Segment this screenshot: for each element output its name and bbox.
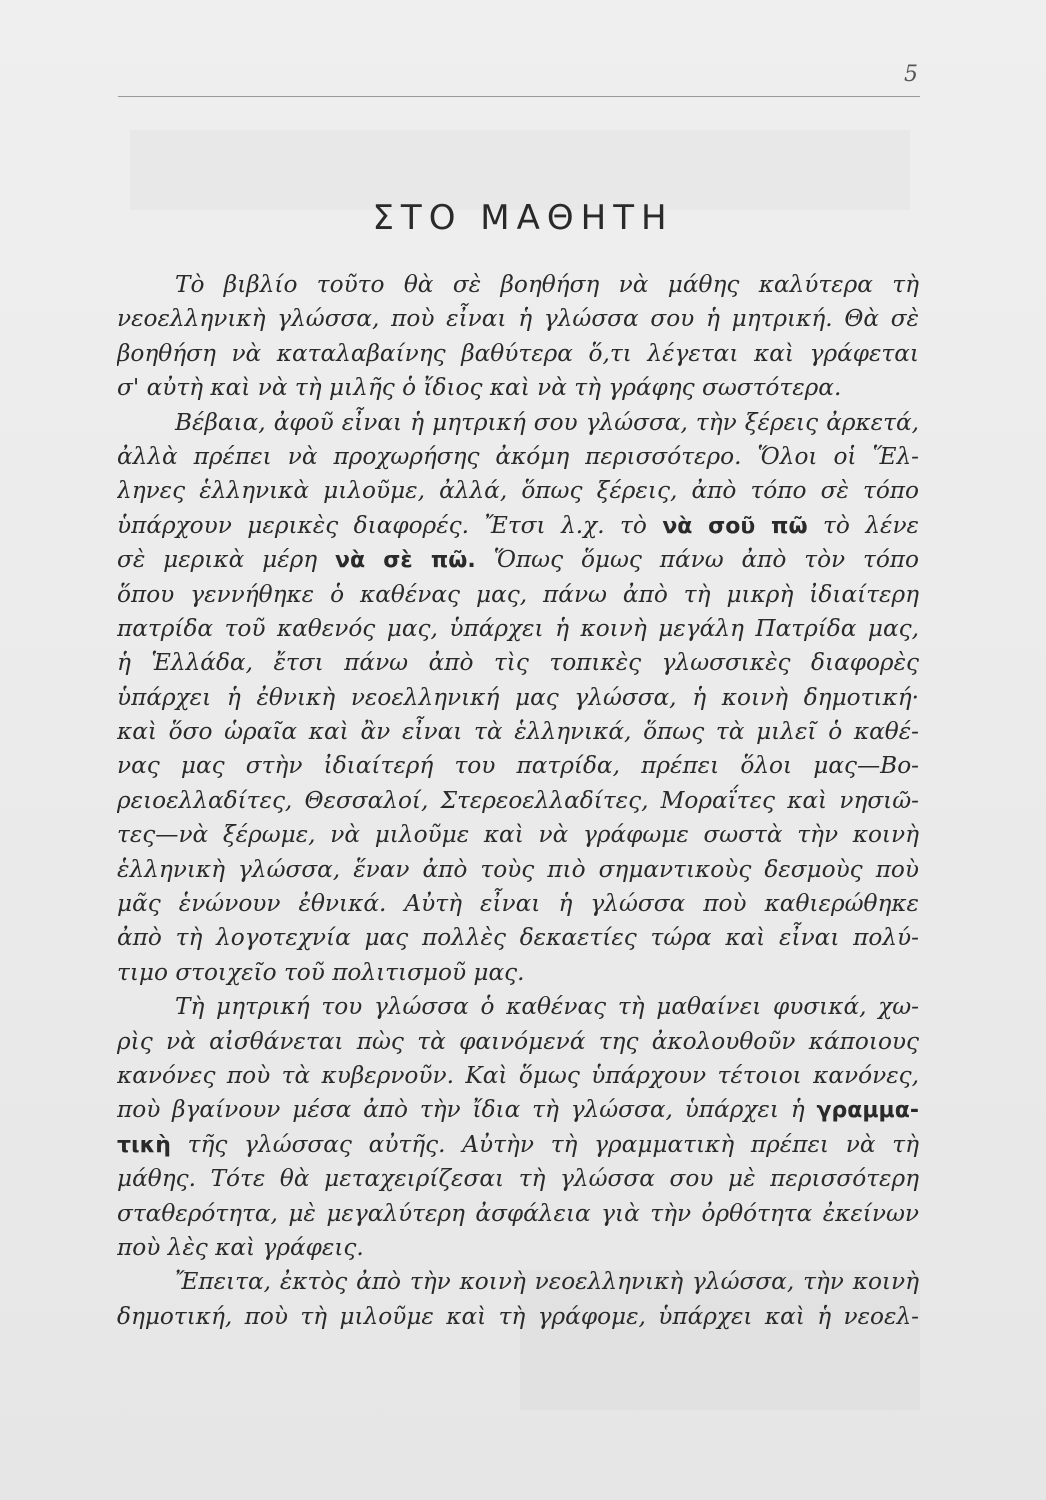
page-title: ΣΤΟ ΜΑΘΗΤΗ bbox=[372, 198, 674, 238]
text-line: νας μας στὴν ἰδιαίτερή του πατρίδα, πρέπει ὅλοι μας—Βο- bbox=[117, 752, 919, 780]
text-line: μᾶς ἑνώνουν ἐθνικά. Αὐτὴ εἶναι ἡ γλώσσα ποὺ καθιερώθηκε bbox=[117, 890, 919, 918]
text-line: ποὺ λὲς καὶ γράφεις. bbox=[117, 1233, 364, 1261]
text-line: πατρίδα τοῦ καθενός μας, ὑπάρχει ἡ κοινὴ μεγάλη Πατρίδα μας, bbox=[117, 614, 919, 642]
text-line: ἑλληνικὴ γλώσσα, ἕναν ἀπὸ τοὺς πιὸ σημαντικοὺς δεσμοὺς ποὺ bbox=[117, 855, 919, 883]
text-line: καὶ ὅσο ὡραῖα καὶ ἂν εἶναι τὰ ἑλληνικά, ὅπως τὰ μιλεῖ ὁ καθέ- bbox=[117, 718, 919, 746]
text-line bbox=[117, 543, 919, 577]
text-line: σταθερότητα, μὲ μεγαλύτερη ἀσφάλεια γιὰ τὴν ὀρθότητα ἐκείνων bbox=[117, 1199, 919, 1227]
emphasized-example: νὰ σὲ πῶ. bbox=[335, 548, 476, 574]
body-text bbox=[117, 268, 919, 1334]
text-line: ρὶς νὰ αἰσθάνεται πὼς τὰ φαινόμενά της ἀκολουθοῦν κάποιους bbox=[117, 1027, 919, 1055]
text-line: κανόνες ποὺ τὰ κυβερνοῦν. Καὶ ὅμως ὑπάρχουν τέτοιοι κανόνες, bbox=[117, 1061, 919, 1089]
text-line: ρειοελλαδίτες, Θεσσαλοί, Στερεοελλαδίτες, Μοραΐτες καὶ νησιῶ- bbox=[117, 786, 919, 814]
emphasized-example: γραμμα- bbox=[816, 1098, 919, 1124]
text-segment: Ὅπως ὅμως πάνω ἀπὸ τὸν τόπο bbox=[475, 546, 919, 574]
text-segment: τὸ λένε bbox=[807, 511, 919, 539]
text-line bbox=[117, 1093, 919, 1127]
text-line: ἀπὸ τὴ λογοτεχνία μας πολλὲς δεκαετίες τώρα καὶ εἶναι πολύ- bbox=[117, 924, 919, 952]
text-segment: τῆς γλώσσας αὐτῆς. Αὐτὴν τὴ γραμματικὴ πρέπει νὰ τὴ bbox=[170, 1130, 919, 1158]
text-line bbox=[117, 509, 919, 543]
text-line: ἀλλὰ πρέπει νὰ προχωρήσης ἀκόμη περισσότερο. Ὅλοι οἱ Ἕλ- bbox=[117, 442, 919, 470]
text-line: νεοελληνικὴ γλώσσα, ποὺ εἶναι ἡ γλώσσα σου ἡ μητρική. Θὰ σὲ bbox=[117, 305, 919, 333]
text-line: ληνες ἑλληνικὰ μιλοῦμε, ἀλλά, ὅπως ξέρεις, ἀπὸ τόπο σὲ τόπο bbox=[117, 477, 919, 505]
text-segment: ποὺ βγαίνουν μέσα ἀπὸ τὴν ἴδια τὴ γλώσσα, ὑπάρχει ἡ bbox=[117, 1096, 817, 1124]
text-line: Τὴ μητρική του γλώσσα ὁ καθένας τὴ μαθαίνει φυσικά, χω- bbox=[175, 993, 919, 1021]
text-line: δημοτική, ποὺ τὴ μιλοῦμε καὶ τὴ γράφομε, ὑπάρχει καὶ ἡ νεοελ- bbox=[117, 1302, 919, 1330]
header-rule bbox=[118, 96, 920, 97]
text-line: Τὸ βιβλίο τοῦτο θὰ σὲ βοηθήση νὰ μάθης καλύτερα τὴ bbox=[175, 271, 919, 298]
page-number: 5 bbox=[904, 62, 918, 87]
text-segment: σὲ μερικὰ μέρη bbox=[117, 546, 336, 574]
emphasized-example: τικὴ bbox=[117, 1132, 171, 1158]
emphasized-example: νὰ σοῦ πῶ bbox=[662, 513, 808, 539]
text-line: σ' αὐτὴ καὶ νὰ τὴ μιλῆς ὁ ἴδιος καὶ νὰ τὴ γράφης σωστότερα. bbox=[117, 374, 842, 402]
text-line: τιμο στοιχεῖο τοῦ πολιτισμοῦ μας. bbox=[117, 958, 525, 986]
text-line: μάθης. Τότε θὰ μεταχειρίζεσαι τὴ γλώσσα σου μὲ περισσότερη bbox=[117, 1165, 919, 1193]
text-line: τες—νὰ ξέρωμε, νὰ μιλοῦμε καὶ νὰ γράφωμε σωστὰ τὴν κοινὴ bbox=[117, 821, 919, 849]
text-line bbox=[117, 1128, 919, 1162]
text-line: ὑπάρχει ἡ ἐθνικὴ νεοελληνική μας γλώσσα, ἡ κοινὴ δημοτική· bbox=[117, 683, 919, 711]
text-line: βοηθήση νὰ καταλαβαίνης βαθύτερα ὅ,τι λέγεται καὶ γράφεται bbox=[117, 339, 919, 367]
text-line: Ἔπειτα, ἐκτὸς ἀπὸ τὴν κοινὴ νεοελληνικὴ γλώσσα, τὴν κοινὴ bbox=[175, 1268, 919, 1296]
text-line: ὅπου γεννήθηκε ὁ καθένας μας, πάνω ἀπὸ τὴ μικρὴ ἰδιαίτερη bbox=[117, 580, 919, 608]
text-line: ἡ Ἑλλάδα, ἔτσι πάνω ἀπὸ τὶς τοπικὲς γλωσσικὲς διαφορὲς bbox=[117, 649, 919, 677]
text-line: Βέβαια, ἀφοῦ εἶναι ἡ μητρική σου γλώσσα, τὴν ξέρεις ἀρκετά, bbox=[175, 408, 919, 436]
text-segment: ὑπάρχουν μερικὲς διαφορές. Ἔτσι λ.χ. τὸ bbox=[117, 511, 663, 539]
